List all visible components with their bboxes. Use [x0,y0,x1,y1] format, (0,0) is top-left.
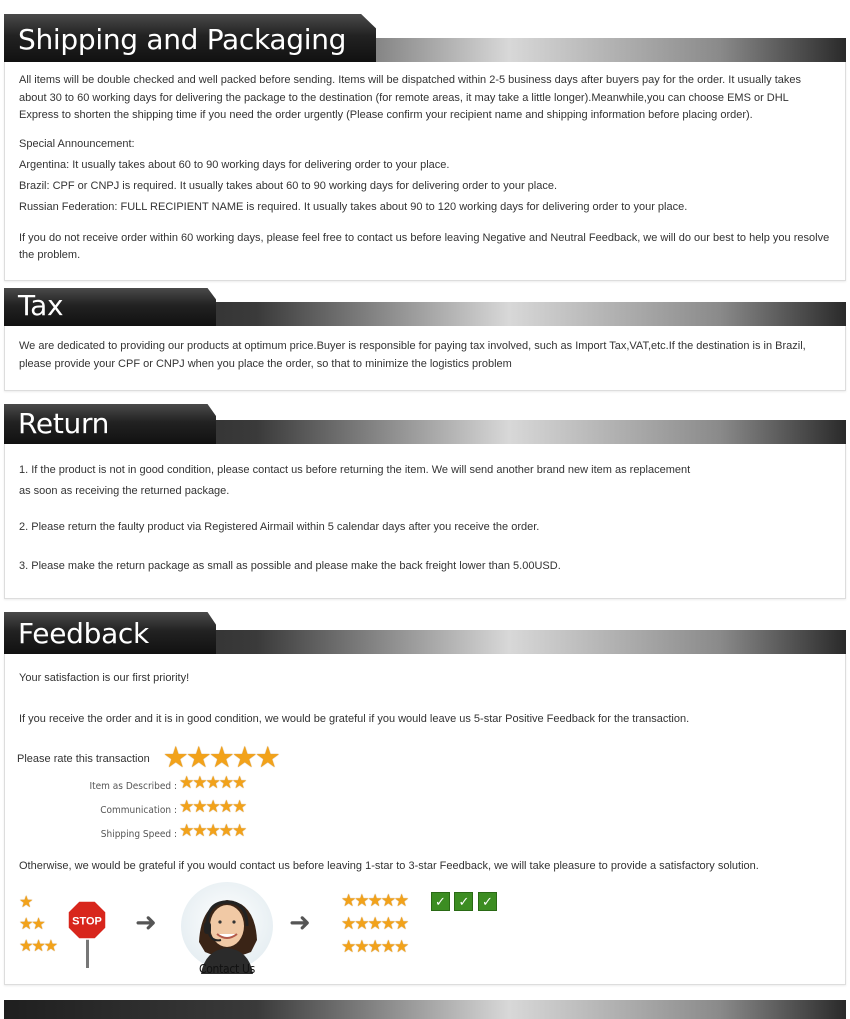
star-icon: ★ [254,742,278,774]
contact-us-label: Contact Us [199,962,255,976]
shipping-body [4,62,846,281]
star-icon: ★★★★★ [179,773,246,792]
stop-sign-icon [67,900,107,970]
star-icon: ★★★★★ [341,891,408,910]
star-icon: ★ [19,894,32,911]
feedback-title: Feedback [18,617,149,650]
tax-section [4,284,846,391]
tax-header [4,284,846,326]
special-announcement: Special Announcement: [19,137,135,150]
shipping-title: Shipping and Packaging [18,23,347,56]
dsr-stars [179,821,245,841]
return-header [4,400,846,444]
no-receive-note: If you do not receive order within 60 working days, please feel free to contact us before leaving Negative and Neutral Feedback, we will do our best to help you resolve the problem. [19,231,830,261]
satisfaction-text: Your satisfaction is our first priority! [19,672,190,684]
shipping-section [4,10,846,281]
star-icon: ★ [162,742,186,774]
star-icon: ★★★★★ [341,914,408,933]
tax-body [4,326,846,391]
dsr-shipping-speed [5,828,177,840]
tax-title: Tax [18,289,64,322]
argentina-note: Argentina: It usually takes about 60 to 90 working days for delivering order to your place. [19,158,450,171]
russia-note: Russian Federation: FULL RECIPIENT NAME is required. It usually takes about 90 to 120 working days for delivering order to your place. [19,200,688,213]
dsr-label: Shipping Speed : [100,829,177,840]
return-body [4,444,846,599]
positive-feedback-text: If you receive the order and it is in good condition, we would be grateful if you would leave us 5-star Positive Feedback for the transaction. [19,713,690,725]
check-icon: ✓ [431,892,450,911]
check-icon: ✓ [454,892,473,911]
star-icon: ★★★★★ [179,821,246,840]
rate-transaction [17,740,278,775]
star-icon: ★★★★★ [341,937,408,956]
return-title: Return [18,407,110,440]
dsr-label: Item as Described : [89,781,177,792]
contact-before-feedback-text: Otherwise, we would be grateful if you would contact us before leaving 1-star to 3-star Feedback, we will take pleasure to provide a satisfactory solution. [19,860,759,872]
contact-agent-icon [179,882,275,976]
star-icon: ★ [231,742,255,774]
brazil-note: Brazil: CPF or CNPJ is required. It usually takes about 60 to 90 working days for delivering order to your place. [19,179,558,192]
star-icon: ★★★★★ [179,797,246,816]
return-item-2: 2. Please return the faulty product via Registered Airmail within 5 calendar days after you receive the order. [19,521,540,533]
five-star-rows [341,889,407,958]
big-stars [163,742,278,774]
star-icon: ★★★ [19,938,57,955]
star-icon: ★ [208,742,232,774]
dsr-item-described [5,780,177,792]
return-item-3: 3. Please make the return package as small as possible and please make the back freight lower than 5.00USD. [19,559,561,572]
tax-paragraph: We are dedicated to providing our products at optimum price.Buyer is responsible for paying tax involved, such as Import Tax,VAT,etc.If the destination is in Brazil, please provide your CPF or CNPJ when you place the order, so that to minimize the logistics problem [19,340,806,370]
shipping-paragraph: All items will be double checked and well packed before sending. Items will be dispatched within 2-5 business days after buyers pay for the order. It usually takes about 30 to 60 working days for delivering the package to the destination (for remote areas, it may take a little longer).Meanwhile,you can choose EMS or DHL Express to shorten the shipping time if you need the order urgently (Please confirm your recipient name and shipping information before placing order). [19,74,802,121]
dsr-label: Communication : [100,805,177,816]
low-star-rows [19,892,56,958]
feedback-section [4,608,846,985]
footer-bar [4,1000,846,1019]
return-item-1-cont: as soon as receiving the returned package. [19,485,230,497]
check-column [431,892,497,915]
feedback-header [4,608,846,654]
rate-label: Please rate this transaction [17,753,150,765]
feedback-body [4,654,846,985]
dsr-stars [179,797,245,817]
shipping-header [4,10,846,62]
return-item-1: 1. If the product is not in good condition, please contact us before returning the item. We will send another brand new item as replacement [19,464,691,476]
dsr-communication [5,804,177,816]
star-icon: ★ [185,742,209,774]
dsr-stars [179,773,245,793]
stop-text: STOP [72,915,102,928]
arrow-right-icon: ➜ [135,907,157,937]
check-icon: ✓ [478,892,497,911]
arrow-right-icon: ➜ [289,907,311,937]
star-icon: ★★ [19,916,44,933]
return-section [4,400,846,599]
